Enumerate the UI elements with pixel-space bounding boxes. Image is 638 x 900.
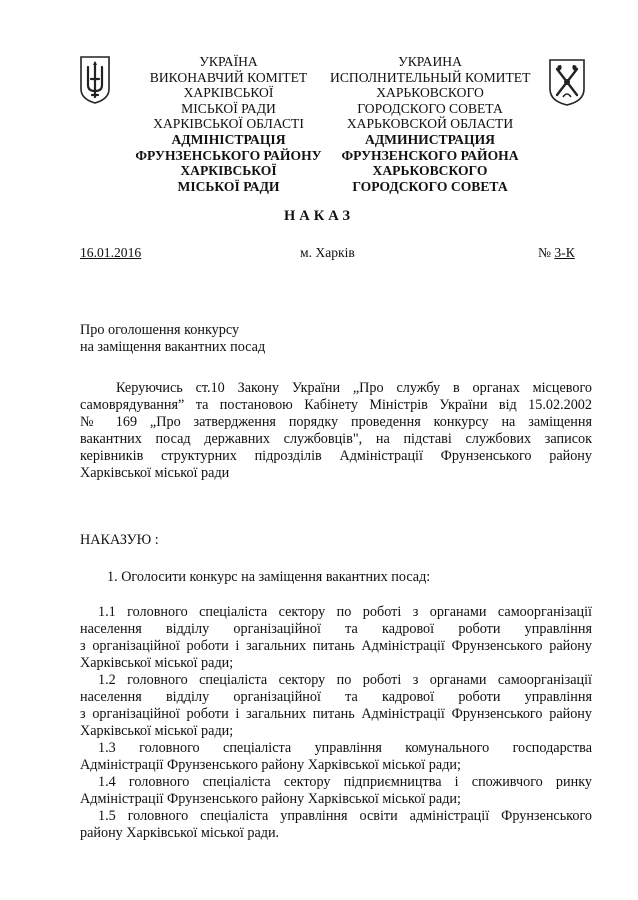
subject-line: на заміщення вакантних посад [80, 339, 266, 355]
list-item: 1.2 головного спеціаліста сектору по роботі з органами самоорганізації [98, 672, 592, 688]
header-line: УКРАЇНА [199, 54, 258, 69]
preamble-paragraph [80, 380, 592, 482]
list-item: 1.1 головного спеціаліста сектору по роботі з органами самоорганізації [98, 604, 592, 620]
preamble-line: Керуючись ст.10 Закону України „Про службу в органах місцевого [116, 380, 592, 396]
header-bold-line: ХАРКІВСЬКОЇ [180, 163, 277, 179]
clause-1: 1. Оголосити конкурс на заміщення вакантних посад: [107, 569, 431, 585]
list-item-line: Адміністрації Фрунзенського району Харківської міської ради; [80, 757, 461, 773]
list-item-line: Харківської міської ради; [80, 723, 234, 739]
header-bold-line: ГОРОДСКОГО СОВЕТА [352, 178, 508, 194]
header-line: ХАРЬКОВСКОГО [376, 85, 484, 101]
header-line: ГОРОДСКОГО СОВЕТА [357, 100, 503, 116]
order-word: НАКАЗУЮ : [80, 532, 159, 548]
header-line: МІСЬКОЇ РАДИ [181, 100, 276, 116]
list-item-line: Адміністрації Фрунзенського району Харківської міської ради; [80, 791, 461, 807]
header-bold-line: АДМИНИСТРАЦИЯ [365, 131, 495, 147]
header-line: ИСПОЛНИТЕЛЬНЫЙ КОМИТЕТ [330, 69, 531, 85]
trident-emblem-icon [78, 55, 112, 105]
list-item-line: Харківської міської ради; [80, 655, 234, 671]
header-line: УКРАИНА [398, 54, 462, 69]
header-bold-line: АДМІНІСТРАЦІЯ [171, 131, 286, 147]
list-item-line: з організаційної роботи і загальних питань Адміністрації Фрунзенського району [80, 706, 592, 722]
header-line: ХАРЬКОВСКОЙ ОБЛАСТИ [346, 116, 514, 132]
subject-line: Про оголошення конкурсу [80, 322, 240, 338]
header-bold-line: МІСЬКОЇ РАДИ [177, 178, 280, 194]
preamble-line: керівників структурних підрозділів Адміністрації Фрунзенського району [80, 448, 592, 464]
header-line: ХАРКІВСЬКОЇ ОБЛАСТІ [153, 116, 304, 132]
list-item: 1.5 головного спеціаліста управління освіти адміністрації Фрунзенського [98, 808, 592, 824]
order-number-prefix: № [538, 245, 555, 260]
document-title: НАКАЗ [283, 208, 355, 224]
preamble-line: вакантних посад державних службовців", на підставі службових записок [80, 431, 592, 447]
header-line: ХАРКІВСЬКОЇ [183, 85, 274, 101]
list-item-line: району Харківської міської ради. [80, 825, 280, 841]
order-subject [80, 322, 265, 356]
city-coat-of-arms-icon [547, 57, 587, 107]
vacancy-list [80, 604, 592, 842]
order-date: 16.01.2016 [80, 245, 142, 260]
list-item-line: населення відділу організаційної та кадрової роботи управління [80, 621, 592, 637]
header-bold-line: ФРУНЗЕНСКОГО РАЙОНА [341, 147, 519, 163]
order-number-value: 3-К [554, 245, 575, 260]
header-russian [330, 54, 530, 194]
list-item: 1.3 головного спеціаліста управління комунального господарства [98, 740, 592, 756]
header-bold-line: ФРУНЗЕНСЬКОГО РАЙОНУ [135, 147, 322, 163]
list-item-line: з організаційної роботи і загальних питань Адміністрації Фрунзенського району [80, 638, 592, 654]
header-ukrainian [126, 54, 331, 194]
preamble-line: № 169 „Про затвердження порядку проведення конкурсу на заміщення [80, 414, 592, 430]
header-line: ВИКОНАВЧИЙ КОМІТЕТ [149, 69, 308, 85]
list-item-line: населення відділу організаційної та кадрової роботи управління [80, 689, 592, 705]
list-item: 1.4 головного спеціаліста сектору підприємництва і споживчого ринку [98, 774, 592, 790]
preamble-line: самоврядування” та постановою Кабінету Міністрів України від 15.02.2002 [80, 397, 592, 413]
header-bold-line: ХАРЬКОВСКОГО [372, 163, 488, 179]
order-number [538, 244, 575, 261]
preamble-line: Харківської міської ради [80, 465, 230, 481]
order-city: м. Харків [300, 245, 355, 260]
